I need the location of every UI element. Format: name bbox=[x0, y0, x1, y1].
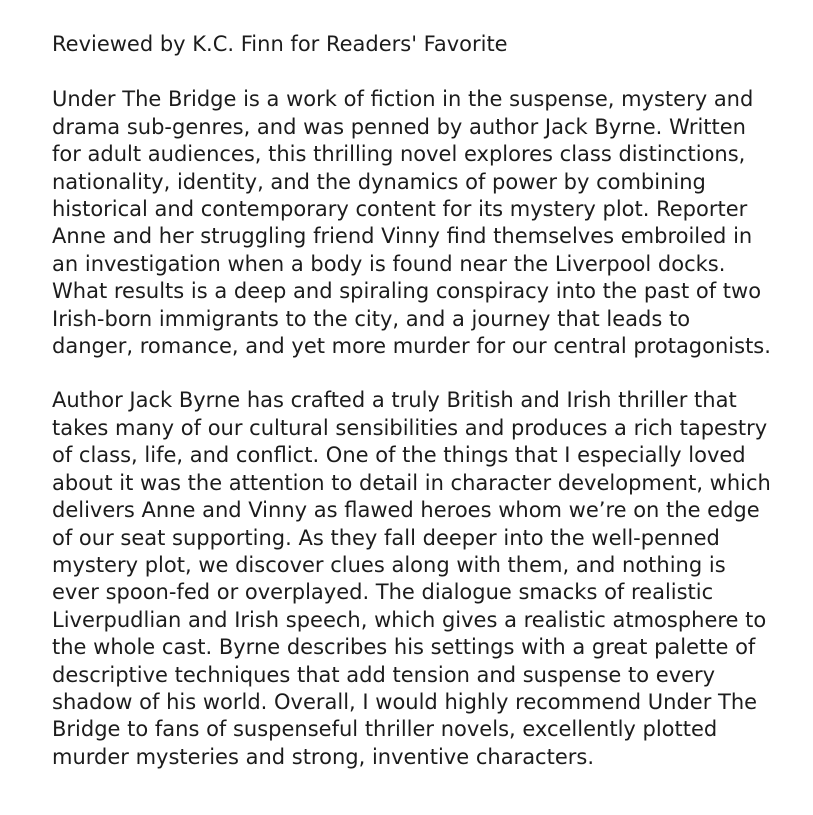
paragraph-line: danger, romance, and yet more murder for our central protagonists. bbox=[52, 334, 771, 359]
paragraph-line: Liverpudlian and Irish speech, which gives a realistic atmosphere to bbox=[52, 607, 767, 632]
paragraph-line: historical and contemporary content for its mystery plot. Reporter bbox=[52, 197, 748, 222]
paragraph-line: shadow of his world. Overall, I would highly recommend Under The bbox=[52, 689, 758, 714]
paragraph-line: of our seat supporting. As they fall deeper into the well-penned bbox=[52, 525, 720, 550]
paragraph-line: Irish-born immigrants to the city, and a journey that leads to bbox=[52, 306, 691, 331]
paragraph-line: about it was the attention to detail in character development, which bbox=[52, 470, 771, 495]
paragraph-line: What results is a deep and spiraling conspiracy into the past of two bbox=[52, 279, 762, 304]
paragraph-line: descriptive techniques that add tension and suspense to every bbox=[52, 662, 716, 687]
paragraph-line: mystery plot, we discover clues along with them, and nothing is bbox=[52, 552, 726, 577]
review-byline: Reviewed by K.C. Finn for Readers' Favorite bbox=[52, 32, 508, 56]
paragraph-line: the whole cast. Byrne describes his settings with a great palette of bbox=[52, 635, 756, 660]
paragraph-line: drama sub-genres, and was penned by author Jack Byrne. Written bbox=[52, 114, 746, 139]
paragraph-line: Under The Bridge is a work of fiction in the suspense, mystery and bbox=[52, 87, 754, 112]
review-paragraph-2 bbox=[52, 387, 772, 771]
paragraph-line: for adult audiences, this thrilling novel explores class distinctions, bbox=[52, 142, 746, 167]
paragraph-line: murder mysteries and strong, inventive characters. bbox=[52, 744, 595, 769]
paragraph-line: Bridge to fans of suspenseful thriller novels, excellently plotted bbox=[52, 717, 718, 742]
paragraph-line: takes many of our cultural sensibilities and produces a rich tapestry bbox=[52, 415, 768, 440]
paragraph-line: Anne and her struggling friend Vinny find themselves embroiled in bbox=[52, 224, 753, 249]
paragraph-line: an investigation when a body is found near the Liverpool docks. bbox=[52, 251, 726, 276]
paragraph-line: Author Jack Byrne has crafted a truly British and Irish thriller that bbox=[52, 388, 737, 413]
paragraph-line: nationality, identity, and the dynamics of power by combining bbox=[52, 169, 706, 194]
paragraph-line: of class, life, and conflict. One of the things that I especially loved bbox=[52, 443, 746, 468]
paragraph-line: delivers Anne and Vinny as flawed heroes whom we’re on the edge bbox=[52, 498, 760, 523]
review-document bbox=[52, 31, 772, 798]
review-paragraph-1 bbox=[52, 86, 772, 360]
paragraph-line: ever spoon-fed or overplayed. The dialogue smacks of realistic bbox=[52, 580, 714, 605]
